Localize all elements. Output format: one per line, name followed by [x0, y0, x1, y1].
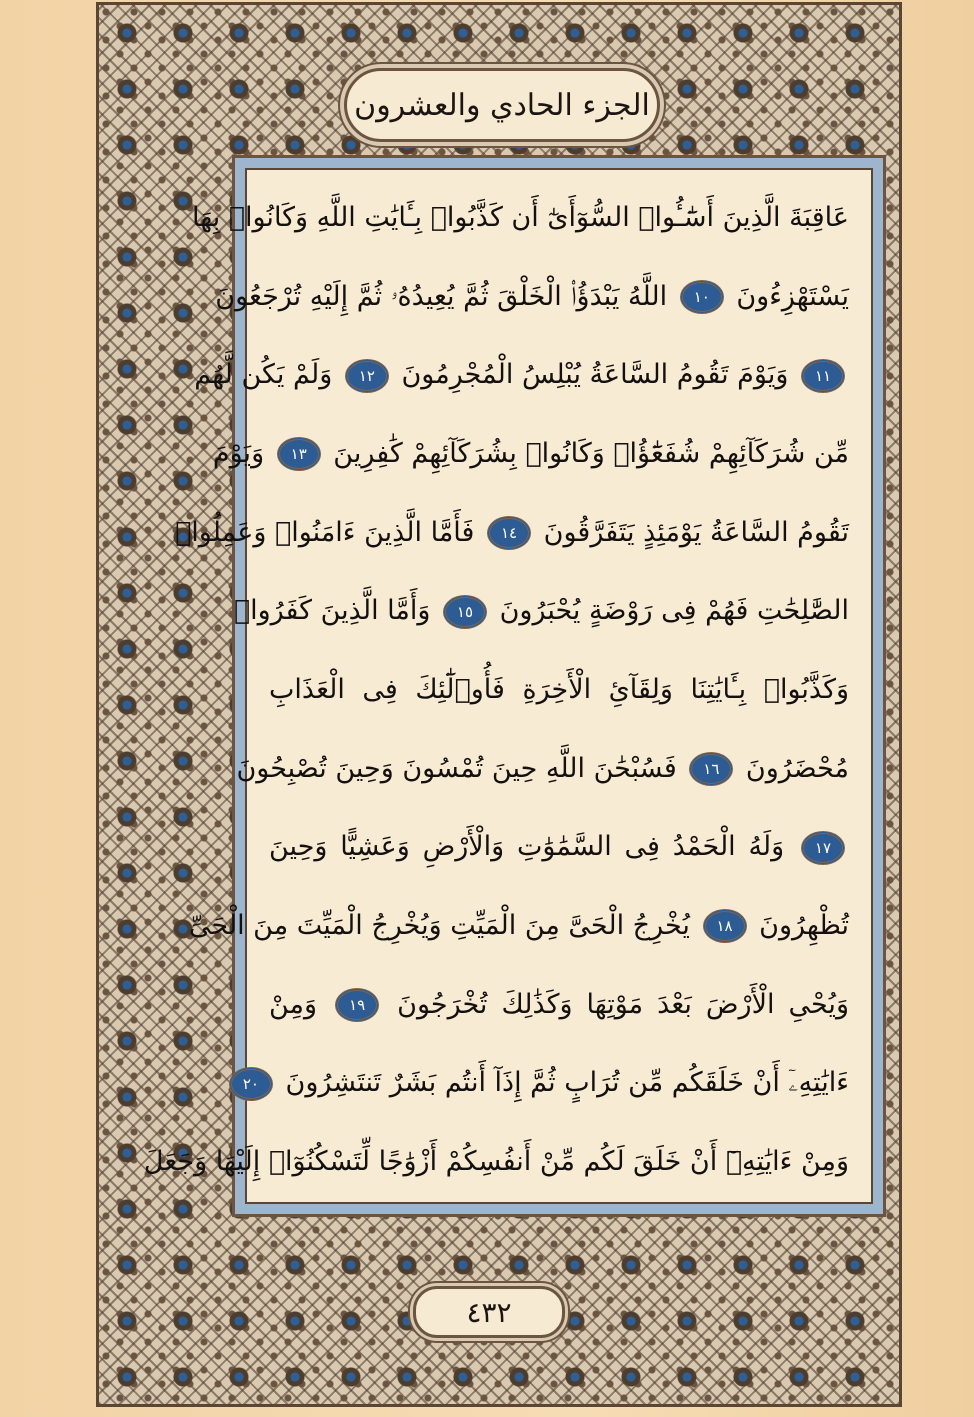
verse-block [143, 168, 873, 1204]
verse-text: وَمِنْ [269, 988, 318, 1020]
verse-line-2 [215, 267, 849, 327]
verse-line-5 [175, 503, 849, 563]
verse-text: وَكَذَّبُوا۟ بِـَٔايَٰتِنَا وَلِقَآئِ الْأَخِرَةِ فَأُو۟لَٰٓئِكَ فِى الْعَذَابِ [269, 673, 849, 705]
verse-text: تَقُومُ السَّاعَةُ يَوْمَئِذٍ يَتَفَرَّقُونَ [543, 516, 849, 548]
verse-text: وَمِنْ ءَايَٰتِهِۦٓ أَنْ خَلَقَ لَكُم مِّنْ أَنفُسِكُمْ أَزْوَٰجًا لِّتَسْكُنُوٓا۟ إِلَيْهَا وَجَعَلَ [143, 1145, 849, 1177]
ayah-number-marker: ٢٠ [229, 1067, 273, 1101]
verse-text: وَلَهُ الْحَمْدُ فِى السَّمَٰوَٰتِ وَالْأَرْضِ وَعَشِيًّا وَحِينَ [269, 831, 785, 863]
juz-title: الجزء الحادي والعشرون [354, 87, 650, 123]
verse-line-8 [236, 739, 849, 799]
verse-line-3 [194, 345, 849, 405]
verse-text: وَأَمَّا الَّذِينَ كَفَرُوا۟ [233, 595, 431, 627]
page-number: ٤٣٢ [466, 1295, 512, 1329]
verse-line-13 [143, 1132, 849, 1192]
ayah-number-marker: ١٣ [277, 437, 321, 471]
ayah-number-marker: ١٩ [335, 988, 379, 1022]
verse-text: عَاقِبَةَ الَّذِينَ أَسَٰٓـُٔوا۟ السُّوٓأَىٰٓ أَن كَذَّبُوا۟ بِـَٔايَٰتِ اللَّهِ وَكَانُوا۟ بِهَا [192, 202, 849, 233]
text-panel [143, 155, 886, 1217]
verse-line-10 [188, 896, 849, 956]
ayah-number-marker: ١٧ [801, 831, 845, 865]
ayah-number-marker: ١٦ [689, 752, 733, 786]
verse-text: مُحْضَرُونَ [745, 752, 849, 784]
ayah-number-marker: ١٢ [345, 359, 389, 393]
verse-text: تُظْهِرُونَ [759, 909, 849, 941]
verse-text: فَأَمَّا الَّذِينَ ءَامَنُوا۟ وَعَمِلُوا۟ [175, 516, 475, 548]
verse-text: يَسْتَهْزِءُونَ [736, 280, 849, 312]
verse-text: فَسُبْحَٰنَ اللَّهِ حِينَ تُمْسُونَ وَحِينَ تُصْبِحُونَ [236, 752, 677, 784]
ayah-number-marker: ١٥ [443, 595, 487, 629]
ayah-number-marker: ١١ [801, 359, 845, 393]
verse-text: وَيُحْىِ الْأَرْضَ بَعْدَ مَوْتِهَا وَكَذَٰلِكَ تُخْرَجُونَ [397, 988, 849, 1020]
verse-line-9 [269, 817, 849, 877]
verse-line-4 [212, 424, 849, 484]
juz-header-cartouche [344, 68, 660, 142]
page-number-cartouche [413, 1286, 565, 1338]
verse-text: مِّن شُرَكَآئِهِمْ شُفَعَٰٓؤُا۟ وَكَانُوا۟ بِشُرَكَآئِهِمْ كَٰفِرِينَ [333, 437, 849, 469]
verse-text: الصَّٰلِحَٰتِ فَهُمْ فِى رَوْضَةٍ يُحْبَرُونَ [499, 595, 849, 627]
ayah-number-marker: ١٠ [680, 280, 724, 314]
verse-text: يُخْرِجُ الْحَىَّ مِنَ الْمَيِّتِ وَيُخْرِجُ الْمَيِّتَ مِنَ الْحَىِّ [188, 909, 690, 941]
verse-text: وَلَمْ يَكُن لَّهُم [194, 359, 333, 391]
verse-text: وَيَوْمَ تَقُومُ السَّاعَةُ يُبْلِسُ الْمُجْرِمُونَ [401, 359, 789, 391]
ayah-number-marker: ١٨ [703, 909, 747, 943]
verse-text: وَيَوْمَ [212, 437, 265, 469]
verse-line-11 [269, 975, 849, 1035]
verse-line-1 [192, 188, 849, 248]
verse-text: ءَايَٰتِهِۦٓ أَنْ خَلَقَكُم مِّن تُرَابٍ ثُمَّ إِذَآ أَنتُم بَشَرٌ تَنتَشِرُونَ [285, 1067, 849, 1099]
verse-text: اللَّهُ يَبْدَؤُا۟ الْخَلْقَ ثُمَّ يُعِيدُهُۥ ثُمَّ إِلَيْهِ تُرْجَعُونَ [215, 280, 668, 312]
verse-line-7 [269, 660, 849, 720]
verse-line-6 [233, 581, 849, 641]
verse-line-12 [242, 1053, 849, 1113]
ayah-number-marker: ١٤ [487, 516, 531, 550]
